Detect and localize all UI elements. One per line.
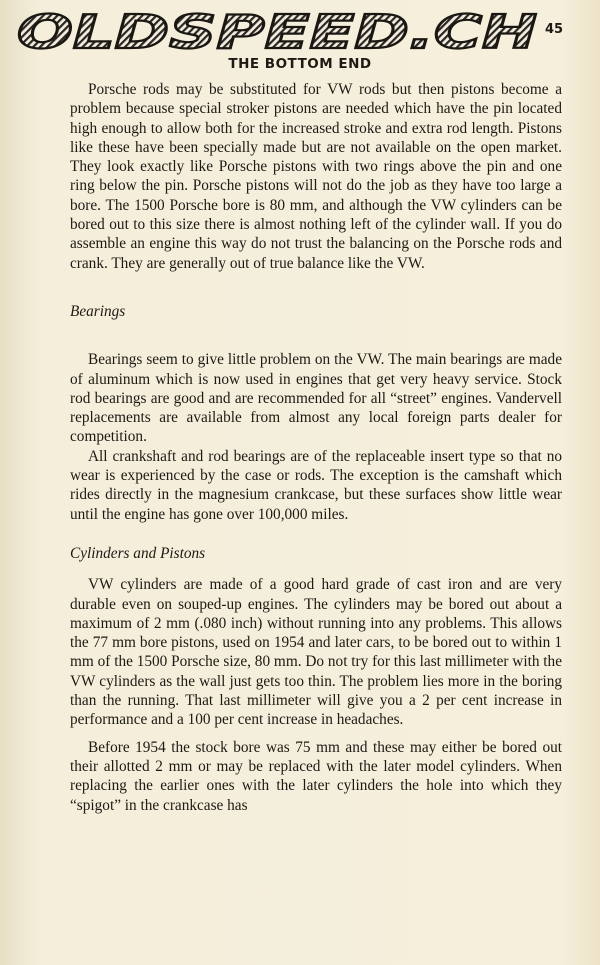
paragraph-stock-bore: Before 1954 the stock bore was 75 mm and these may either be bored out their allotted 2 mm or may be replaced with the later model cylinders. When replacing the earlier ones with the later cylinders the hole into which they “spigot” in the crankcase has bbox=[70, 738, 562, 814]
logo-text: OLDSPEED.CH bbox=[17, 10, 537, 54]
running-head: THE BOTTOM END bbox=[228, 56, 372, 72]
paragraph-stroker-pistons: Porsche rods may be substituted for VW rods but then pistons become a problem because special stroker pistons are needed which have the pin located high enough to allow both for the increased stroke and extra rod length. Pistons like these have been specially made but are not available on the open market. They look exactly like Porsche pistons with two rings above the pin and one ring below the pin. Porsche pistons will not do the job as they have too large a bore. The 1500 Porsche bore is 80 mm, and although the VW cylinders can be bored out to this size there is almost nothing left of the cylinder wall. If you do assemble an engine this way do not trust the balancing on the Porsche rods and crank. They are generally out of true balance like the VW. bbox=[70, 81, 562, 272]
page-number: 45 bbox=[545, 22, 564, 37]
oldspeed-logo bbox=[12, 10, 542, 54]
body-text bbox=[70, 80, 562, 815]
section-heading-cylinders: Cylinders and Pistons bbox=[70, 544, 206, 562]
paragraph-insert-bearings: All crankshaft and rod bearings are of the replaceable insert type so that no wear is experienced by the case or rods. The exception is the camshaft which rides directly in the magnesium crankcase, but these surfaces show little wear until the engine has gone over 100,000 miles. bbox=[70, 447, 562, 523]
paragraph-bearings: Bearings seem to give little problem on the VW. The main bearings are made of aluminum which is now used in engines that get very heavy service. Stock rod bearings are good and are recommended for all “street” engines. Vandervell replacements are available from almost any local foreign parts dealer for competition. bbox=[70, 351, 562, 446]
paragraph-cylinders: VW cylinders are made of a good hard grade of cast iron and are very durable even on souped-up engines. The cylinders may be bored out about a maximum of 2 mm (.080 inch) without running into any problems. This allows the 77 mm bore pistons, used on 1954 and later cars, to be bored out to within 1 mm of the 1500 Porsche size, 80 mm. Do not try for this last millimeter with the VW cylinders as the wall just gets too thin. The problem lies more in the boring than the running. That last millimeter will give you a 2 per cent increase in performance and a 100 per cent increase in headaches. bbox=[70, 576, 562, 729]
section-heading-bearings: Bearings bbox=[70, 302, 126, 320]
